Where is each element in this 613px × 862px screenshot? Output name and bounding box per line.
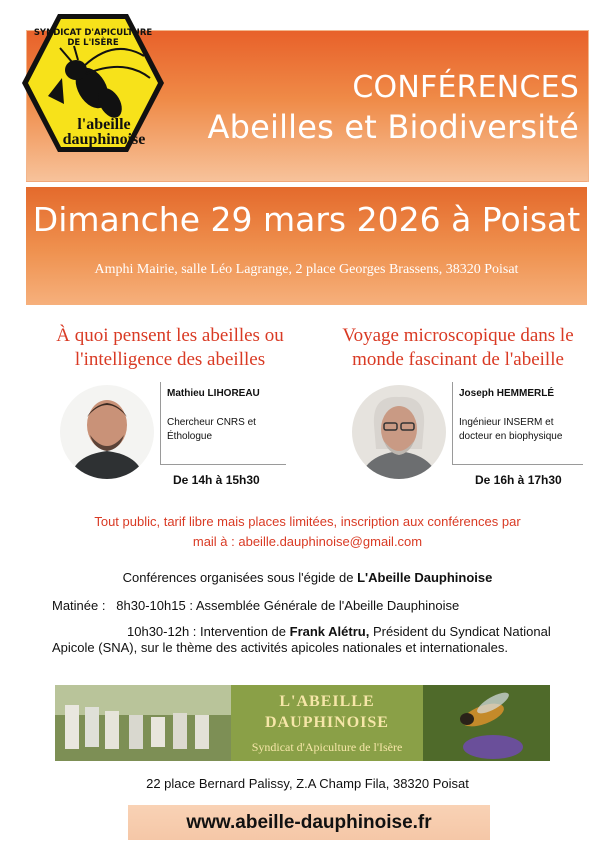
- registration-line2: mail à : abeille.dauphinoise@gmail.com: [192, 534, 423, 549]
- speaker2-role: [459, 416, 562, 444]
- registration-info: [50, 512, 565, 552]
- organizer-prefix: Conférences organisées sous l'égide de: [122, 570, 358, 585]
- organizer-line: [40, 570, 575, 585]
- banner-title-line2: DAUPHINOISE: [265, 714, 389, 731]
- talk1-time: De 14h à 15h30: [173, 473, 260, 487]
- conference-heading: CONFÉRENCES: [352, 70, 579, 105]
- speaker2-name: Joseph HEMMERLÉ: [459, 388, 555, 399]
- matinee-schedule: Matinée : 8h30-10h15 : Assemblée Générale de l'Abeille Dauphinoise: [52, 598, 460, 613]
- organizer-name: L'Abeille Dauphinoise: [357, 570, 493, 585]
- registration-line1: Tout public, tarif libre mais places limitées, inscription aux conférences par: [94, 514, 521, 529]
- svg-text:SYNDICAT D'APICULTURE: SYNDICAT D'APICULTURE: [33, 28, 153, 38]
- logo-brand-line1: l'abeille: [77, 116, 131, 133]
- bee-on-flower-photo: [423, 685, 550, 761]
- conference-subtitle: Abeilles et Biodiversité: [207, 108, 579, 146]
- talk2-time: De 16h à 17h30: [475, 473, 562, 487]
- speaker2-role-line1: Ingénieur INSERM et: [459, 417, 554, 428]
- logo-brand-line2: dauphinoise: [62, 131, 146, 148]
- association-banner: [55, 685, 550, 761]
- speaker2-role-line2: docteur en biophysique: [459, 431, 563, 442]
- talk1-title: À quoi pensent les abeilles ou l'intelligence des abeilles: [56, 325, 284, 370]
- intervention-details: Président du Syndicat National Apicole (SNA), sur le thème des activités apicoles nationales et internationales.: [52, 624, 551, 655]
- speaker1-photo: [60, 385, 154, 479]
- intervention-paragraph: [52, 624, 562, 656]
- speaker2-photo: [352, 385, 446, 479]
- svg-text:DE L'ISÈRE: DE L'ISÈRE: [67, 38, 119, 48]
- event-date: Dimanche 29 mars 2026 à Poisat: [32, 200, 581, 239]
- speaker1-role-line1: Chercheur CNRS et: [167, 417, 256, 428]
- speaker1-role: [167, 416, 256, 444]
- speaker1-role-line2: Éthologue: [167, 431, 213, 442]
- speaker1-name: Mathieu LIHOREAU: [167, 388, 260, 399]
- header-divider: [26, 181, 587, 182]
- speaker1-card: [160, 382, 286, 465]
- event-address: Amphi Mairie, salle Léo Lagrange, 2 place Georges Brassens, 38320 Poisat: [94, 262, 519, 277]
- intervention-prefix: 10h30-12h : Intervention de: [127, 624, 290, 639]
- abeille-dauphinoise-logo: [14, 8, 172, 158]
- apiary-photo: [55, 685, 231, 761]
- website-link[interactable]: www.abeille-dauphinoise.fr: [186, 812, 432, 833]
- speaker2-card: [452, 382, 583, 465]
- talk2-title: Voyage microscopique dans le monde fascinant de l'abeille: [342, 325, 574, 370]
- banner-subtitle: Syndicat d'Apiculture de l'Isère: [251, 740, 403, 754]
- intervention-speaker: Frank Alétru,: [289, 624, 370, 639]
- association-address: 22 place Bernard Palissy, Z.A Champ Fila, 38320 Poisat: [146, 776, 469, 791]
- banner-title-line1: L'ABEILLE: [279, 693, 375, 710]
